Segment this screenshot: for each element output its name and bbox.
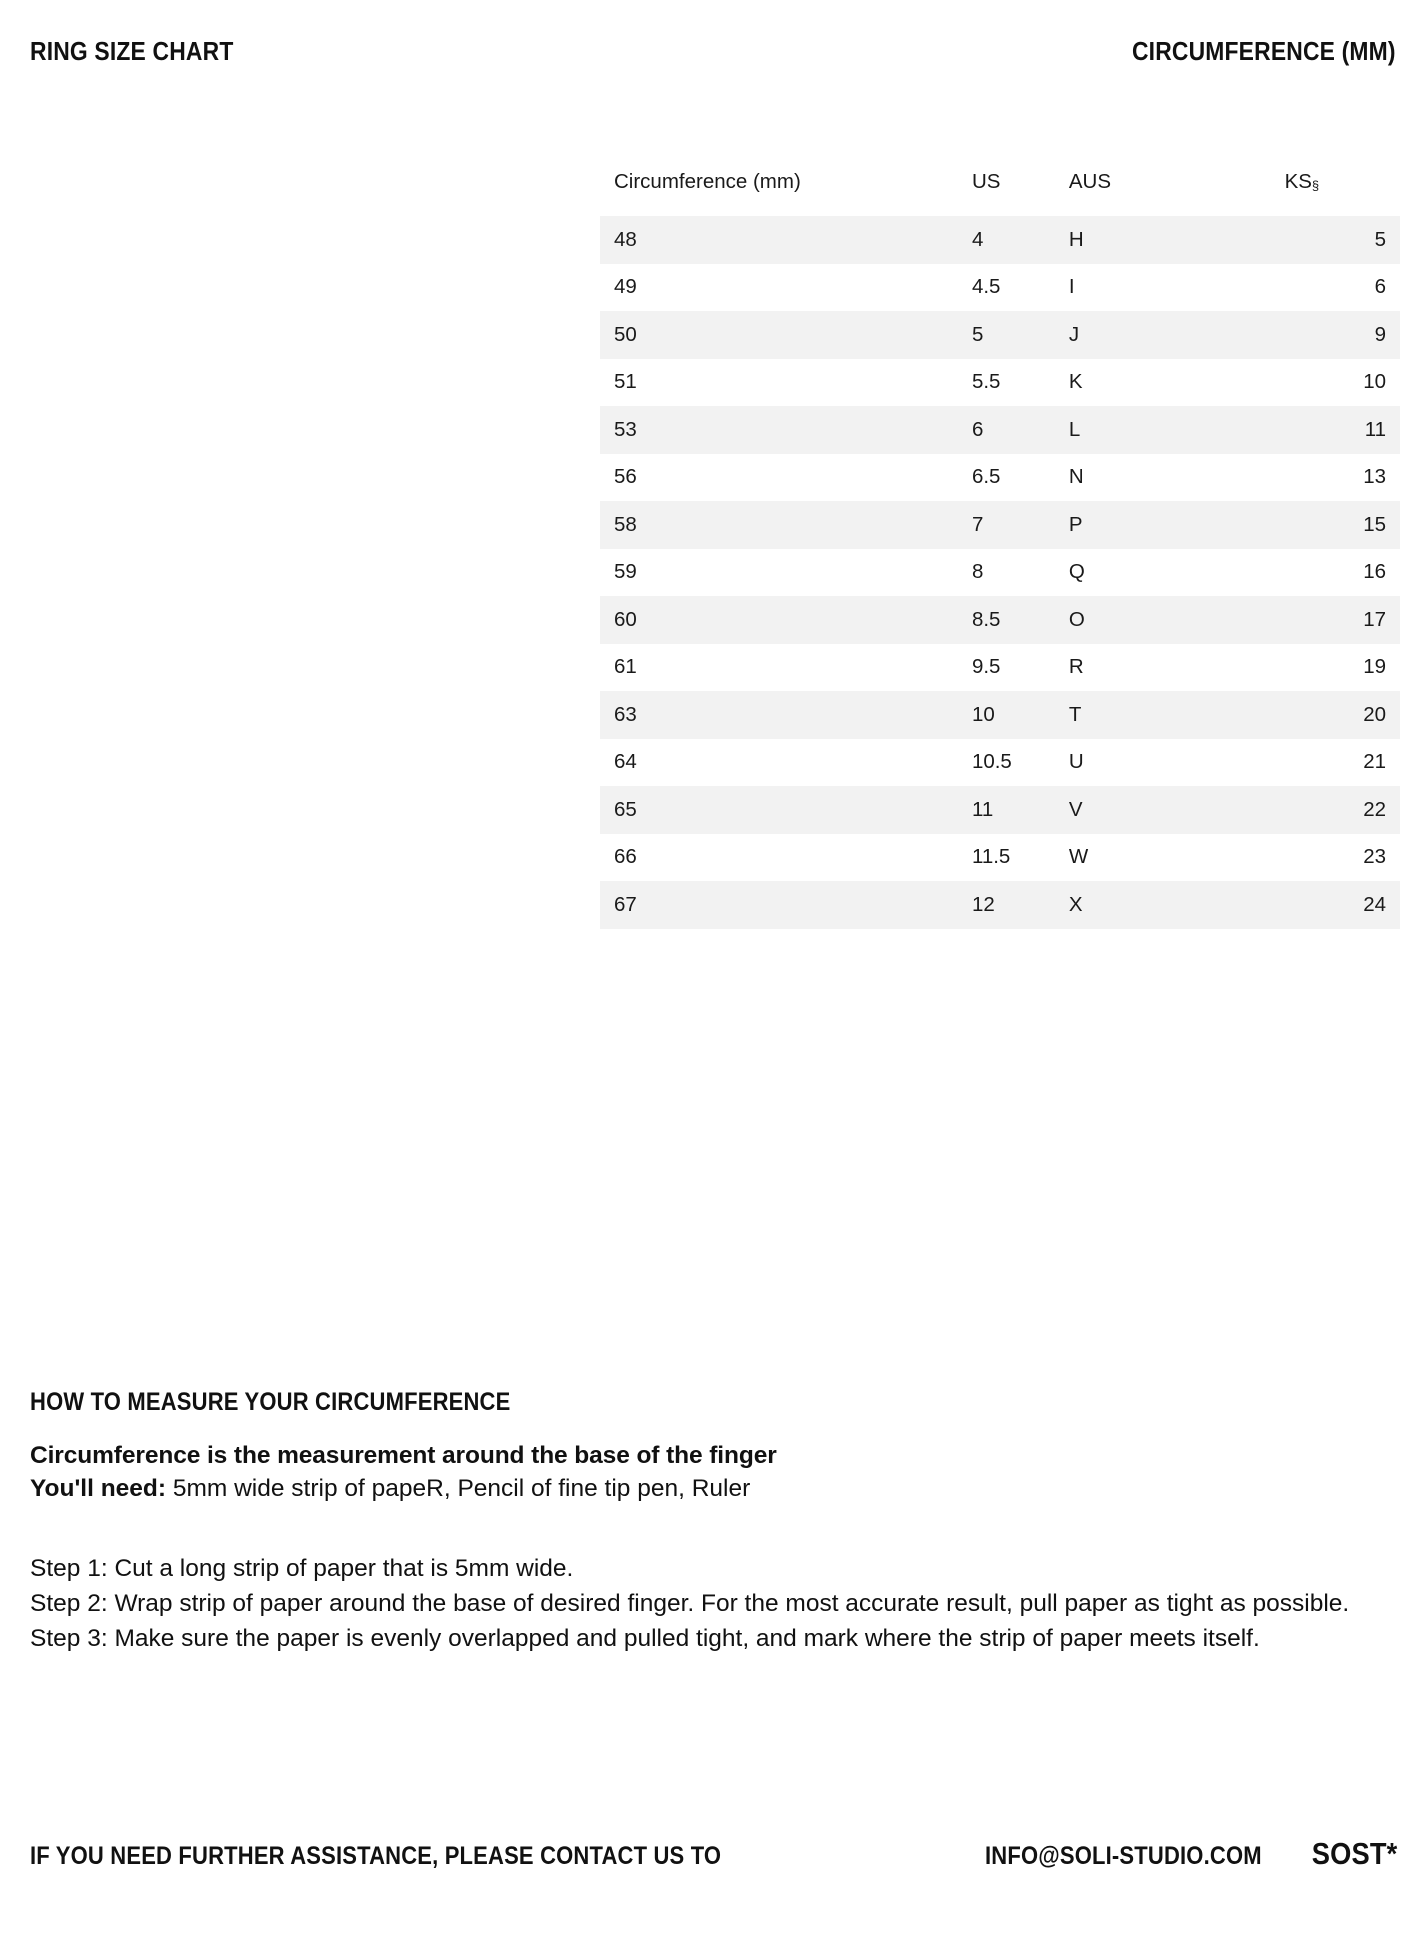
cell-circumference: 58 bbox=[600, 501, 972, 549]
cell-aus: I bbox=[1068, 275, 1075, 298]
cell-circumference: 48 bbox=[600, 216, 972, 264]
cell-aus: R bbox=[1068, 655, 1084, 678]
instruction-step: Step 1: Cut a long strip of paper that is 5mm wide. bbox=[30, 1555, 574, 1583]
cell-circumference: 63 bbox=[600, 691, 972, 739]
cell-circumference: 49 bbox=[614, 275, 637, 298]
cell-circumference: 66 bbox=[614, 845, 637, 868]
cell-ks: 22 bbox=[1285, 786, 1400, 834]
cell-aus: H bbox=[1069, 216, 1285, 264]
cell-us: 5 bbox=[972, 311, 1069, 359]
cell-circumference: 60 bbox=[600, 596, 972, 644]
cell-aus: L bbox=[1069, 406, 1285, 454]
size-table-container bbox=[600, 170, 1400, 929]
table-body bbox=[600, 216, 1400, 929]
cell-us: 10.5 bbox=[971, 750, 1012, 773]
table-row bbox=[600, 786, 1400, 834]
cell-us: 9.5 bbox=[971, 655, 1001, 678]
cell-us: 11 bbox=[972, 786, 1069, 834]
page-title: RING SIZE CHART bbox=[30, 36, 234, 66]
column-header-circumference: Circumference (mm) bbox=[614, 170, 801, 193]
instruction-step: Step 2: Wrap strip of paper around the base of desired finger. For the most accurate result, pull paper as tight as possible. bbox=[30, 1590, 1350, 1618]
table-row bbox=[600, 311, 1400, 359]
cell-ks: 24 bbox=[1285, 881, 1400, 929]
table-header-row bbox=[600, 170, 1400, 216]
cell-us: 7 bbox=[972, 501, 1069, 549]
footer-email[interactable]: INFO@SOLI-STUDIO.COM bbox=[985, 1842, 1263, 1870]
header-unit-label: CIRCUMFERENCE (MM) bbox=[1132, 36, 1396, 66]
cell-us: 10 bbox=[972, 691, 1069, 739]
cell-ks: 10 bbox=[1363, 370, 1386, 393]
instructions-section bbox=[30, 1390, 1396, 1657]
cell-aus: W bbox=[1068, 845, 1089, 868]
cell-ks: 20 bbox=[1285, 691, 1400, 739]
cell-us: 4 bbox=[972, 216, 1069, 264]
cell-ks: 19 bbox=[1363, 655, 1386, 678]
instructions-steps bbox=[30, 1552, 1396, 1656]
table-row bbox=[600, 454, 1400, 502]
instructions-materials-label: You'll need: bbox=[30, 1474, 167, 1502]
cell-us: 5.5 bbox=[971, 370, 1001, 393]
cell-ks: 11 bbox=[1285, 406, 1400, 454]
cell-us: 8.5 bbox=[972, 596, 1069, 644]
cell-ks: 13 bbox=[1363, 465, 1386, 488]
table-row bbox=[600, 216, 1400, 264]
cell-ks: 6 bbox=[1374, 275, 1386, 298]
cell-aus: X bbox=[1069, 881, 1285, 929]
cell-aus: K bbox=[1068, 370, 1083, 393]
cell-ks: 15 bbox=[1285, 501, 1400, 549]
table-row bbox=[600, 691, 1400, 739]
cell-circumference: 65 bbox=[600, 786, 972, 834]
cell-us: 4.5 bbox=[971, 275, 1001, 298]
cell-circumference: 53 bbox=[600, 406, 972, 454]
cell-aus: J bbox=[1069, 311, 1285, 359]
footer-contact-text: IF YOU NEED FURTHER ASSISTANCE, PLEASE CONTACT US TO bbox=[30, 1842, 722, 1870]
cell-ks: 23 bbox=[1363, 845, 1386, 868]
footer-brand-logo: SOST* bbox=[1311, 1836, 1398, 1871]
instructions-materials bbox=[30, 1474, 1396, 1505]
cell-us: 11.5 bbox=[971, 845, 1011, 868]
cell-ks: 17 bbox=[1285, 596, 1400, 644]
cell-aus: P bbox=[1069, 501, 1285, 549]
page-footer bbox=[30, 1838, 1396, 1869]
cell-circumference: 50 bbox=[600, 311, 972, 359]
cell-us: 6.5 bbox=[971, 465, 1001, 488]
cell-us: 6 bbox=[972, 406, 1069, 454]
ring-size-table bbox=[600, 170, 1400, 929]
cell-circumference: 67 bbox=[600, 881, 972, 929]
table-row bbox=[600, 501, 1400, 549]
table-row bbox=[600, 881, 1400, 929]
column-header-us: US bbox=[971, 170, 1001, 193]
page-header bbox=[30, 38, 1396, 64]
cell-aus: O bbox=[1069, 596, 1285, 644]
cell-aus: T bbox=[1069, 691, 1285, 739]
column-header-ks bbox=[1285, 170, 1400, 216]
table-row bbox=[600, 264, 1400, 312]
cell-ks: 5 bbox=[1285, 216, 1400, 264]
instructions-materials-value: 5mm wide strip of papeR, Pencil of fine tip pen, Ruler bbox=[172, 1474, 751, 1502]
cell-aus: Q bbox=[1068, 560, 1085, 583]
column-header-ks-subscript: § bbox=[1311, 178, 1320, 193]
column-header-ks-label: KS bbox=[1284, 170, 1312, 193]
table-row bbox=[600, 834, 1400, 882]
table-row bbox=[600, 644, 1400, 692]
table-row bbox=[600, 549, 1400, 597]
table-row bbox=[600, 359, 1400, 407]
cell-circumference: 64 bbox=[614, 750, 637, 773]
cell-circumference: 59 bbox=[614, 560, 637, 583]
cell-circumference: 51 bbox=[614, 370, 637, 393]
column-header-aus: AUS bbox=[1068, 170, 1112, 193]
cell-ks: 16 bbox=[1363, 560, 1386, 583]
cell-us: 12 bbox=[972, 881, 1069, 929]
cell-circumference: 61 bbox=[614, 655, 637, 678]
table-row bbox=[600, 406, 1400, 454]
table-row bbox=[600, 596, 1400, 644]
cell-ks: 9 bbox=[1285, 311, 1400, 359]
cell-aus: U bbox=[1068, 750, 1084, 773]
cell-us: 8 bbox=[971, 560, 984, 583]
table-head bbox=[600, 170, 1400, 216]
table-row bbox=[600, 739, 1400, 787]
instructions-lead: Circumference is the measurement around the base of the finger bbox=[30, 1442, 777, 1469]
cell-aus: N bbox=[1068, 465, 1084, 488]
cell-aus: V bbox=[1069, 786, 1285, 834]
instructions-title: HOW TO MEASURE YOUR CIRCUMFERENCE bbox=[30, 1388, 511, 1416]
cell-circumference: 56 bbox=[614, 465, 637, 488]
instruction-step: Step 3: Make sure the paper is evenly overlapped and pulled tight, and mark where the strip of paper meets itself. bbox=[30, 1624, 1260, 1652]
cell-ks: 21 bbox=[1363, 750, 1386, 773]
